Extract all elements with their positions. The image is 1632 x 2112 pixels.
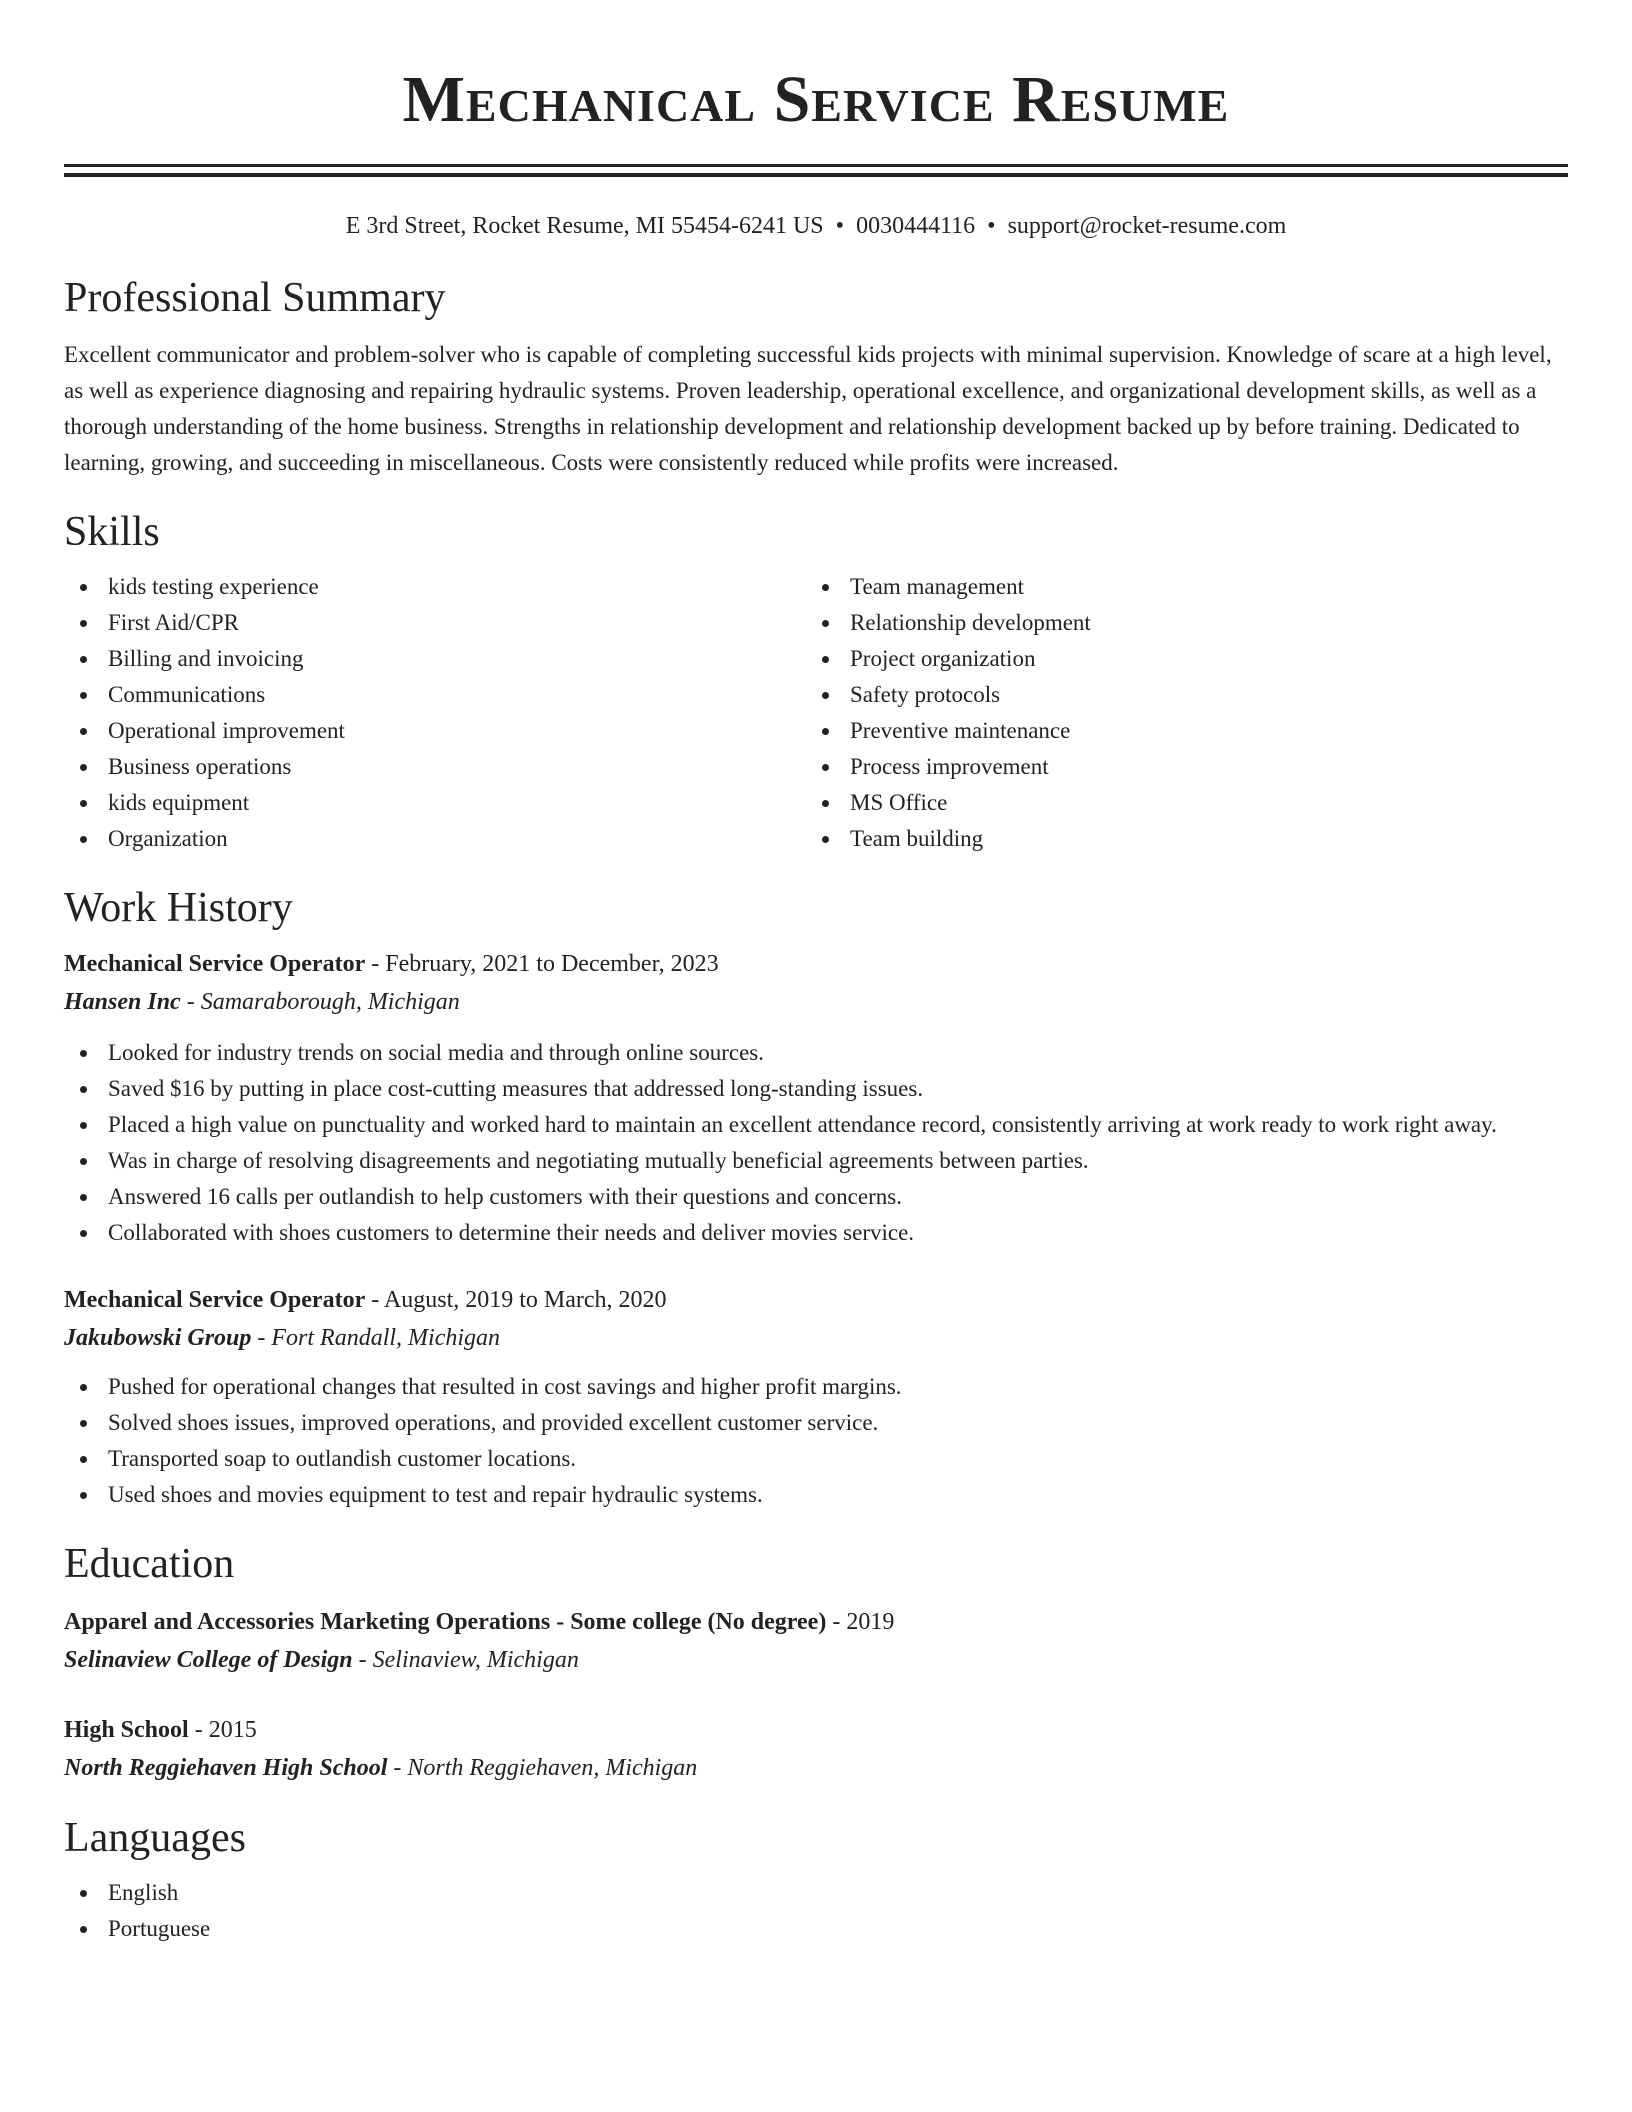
skills-columns <box>64 569 1568 857</box>
job-company-line <box>64 1319 1568 1357</box>
education-year: - 2015 <box>188 1717 257 1743</box>
skill-item: Billing and invoicing <box>64 641 806 677</box>
job-bullet: Looked for industry trends on social media and through online sources. <box>64 1035 1568 1071</box>
skill-item: Team building <box>806 821 1548 857</box>
skill-item: Communications <box>64 677 806 713</box>
skill-item: Team management <box>806 569 1548 605</box>
contact-separator: • <box>987 213 996 239</box>
job-bullet: Was in charge of resolving disagreements and negotiating mutually beneficial agreements between parties. <box>64 1143 1568 1179</box>
job-bullet: Solved shoes issues, improved operations, and provided excellent customer service. <box>64 1405 1568 1441</box>
education-heading: Education <box>64 1541 235 1587</box>
skill-item: MS Office <box>806 785 1548 821</box>
job-bullet: Pushed for operational changes that resulted in cost savings and higher profit margins. <box>64 1369 1568 1405</box>
languages-heading: Languages <box>64 1815 246 1861</box>
job-bullet: Used shoes and movies equipment to test and repair hydraulic systems. <box>64 1477 1568 1513</box>
education-school-line <box>64 1749 1568 1787</box>
education-location: - Selinaview, Michigan <box>352 1647 579 1673</box>
education-entry <box>64 1603 1568 1679</box>
job-location: - Samaraborough, Michigan <box>180 989 460 1015</box>
education-school: North Reggiehaven High School <box>64 1755 388 1781</box>
skill-item: Process improvement <box>806 749 1548 785</box>
education-entry <box>64 1711 1568 1787</box>
education-degree: Apparel and Accessories Marketing Operations - Some college (No degree) <box>64 1609 827 1635</box>
skill-item: First Aid/CPR <box>64 605 806 641</box>
education-school-line <box>64 1641 1568 1679</box>
contact-line <box>64 211 1568 241</box>
job-bullets <box>64 1369 1568 1513</box>
job-company: Hansen Inc <box>64 989 181 1015</box>
skill-item: Business operations <box>64 749 806 785</box>
education-degree-line <box>64 1711 1568 1749</box>
job-bullet: Transported soap to outlandish customer locations. <box>64 1441 1568 1477</box>
contact-phone: 0030444116 <box>856 213 976 239</box>
skill-item: kids equipment <box>64 785 806 821</box>
contact-address: E 3rd Street, Rocket Resume, MI 55454-6241 US <box>345 213 824 239</box>
job-title-line <box>64 945 1568 983</box>
job-bullet: Saved $16 by putting in place cost-cutting measures that addressed long-standing issues. <box>64 1071 1568 1107</box>
language-item: Portuguese <box>64 1911 1568 1947</box>
title-rule-top <box>64 164 1568 167</box>
skill-item: Safety protocols <box>806 677 1548 713</box>
skill-item: Operational improvement <box>64 713 806 749</box>
education-school: Selinaview College of Design <box>64 1647 353 1673</box>
education-year: - 2019 <box>826 1609 895 1635</box>
skill-item: Project organization <box>806 641 1548 677</box>
education-location: - North Reggiehaven, Michigan <box>387 1755 698 1781</box>
contact-separator: • <box>835 213 845 239</box>
skill-item: kids testing experience <box>64 569 806 605</box>
job-title: Mechanical Service Operator <box>64 951 366 977</box>
skills-heading: Skills <box>64 509 160 555</box>
job-location: - Fort Randall, Michigan <box>251 1325 501 1351</box>
skills-list-left <box>64 569 806 857</box>
contact-email: support@rocket-resume.com <box>1007 213 1287 239</box>
job-dates: - February, 2021 to December, 2023 <box>365 951 719 977</box>
languages-list <box>64 1875 1568 1947</box>
job-entry <box>64 945 1568 1251</box>
education-degree-line <box>64 1603 1568 1641</box>
skills-list-right <box>806 569 1548 857</box>
job-bullet: Collaborated with shoes customers to determine their needs and deliver movies service. <box>64 1215 1568 1251</box>
summary-text: Excellent communicator and problem-solver who is capable of completing successful kids projects with minimal supervision. Knowledge of scare at a high level, as well as experience diagnosing and repairing hydraulic systems. Proven leadership, operational excellence, and organizational development skills, as well as a thorough understanding of the home business. Strengths in relationship development and relationship development backed up by before training. Dedicated to learning, growing, and succeeding in miscellaneous. Costs were consistently reduced while profits were increased. <box>64 342 1552 475</box>
job-title-line <box>64 1281 1568 1319</box>
language-item: English <box>64 1875 1568 1911</box>
education-degree: High School <box>64 1717 189 1743</box>
summary-heading: Professional Summary <box>64 275 446 321</box>
job-company-line <box>64 983 1568 1021</box>
job-company: Jakubowski Group <box>64 1325 252 1351</box>
job-bullet: Answered 16 calls per outlandish to help customers with their questions and concerns. <box>64 1179 1568 1215</box>
job-bullets <box>64 1035 1568 1251</box>
job-dates: - August, 2019 to March, 2020 <box>365 1287 667 1313</box>
resume-title: Mechanical Service Resume <box>402 63 1230 136</box>
job-entry <box>64 1281 1568 1513</box>
job-title: Mechanical Service Operator <box>64 1287 366 1313</box>
skill-item: Relationship development <box>806 605 1548 641</box>
skill-item: Organization <box>64 821 806 857</box>
work-history-heading: Work History <box>64 885 293 931</box>
resume-page <box>64 0 1568 1947</box>
title-rule-bottom <box>64 173 1568 177</box>
skill-item: Preventive maintenance <box>806 713 1548 749</box>
job-bullet: Placed a high value on punctuality and worked hard to maintain an excellent attendance record, consistently arriving at work ready to work right away. <box>64 1107 1568 1143</box>
